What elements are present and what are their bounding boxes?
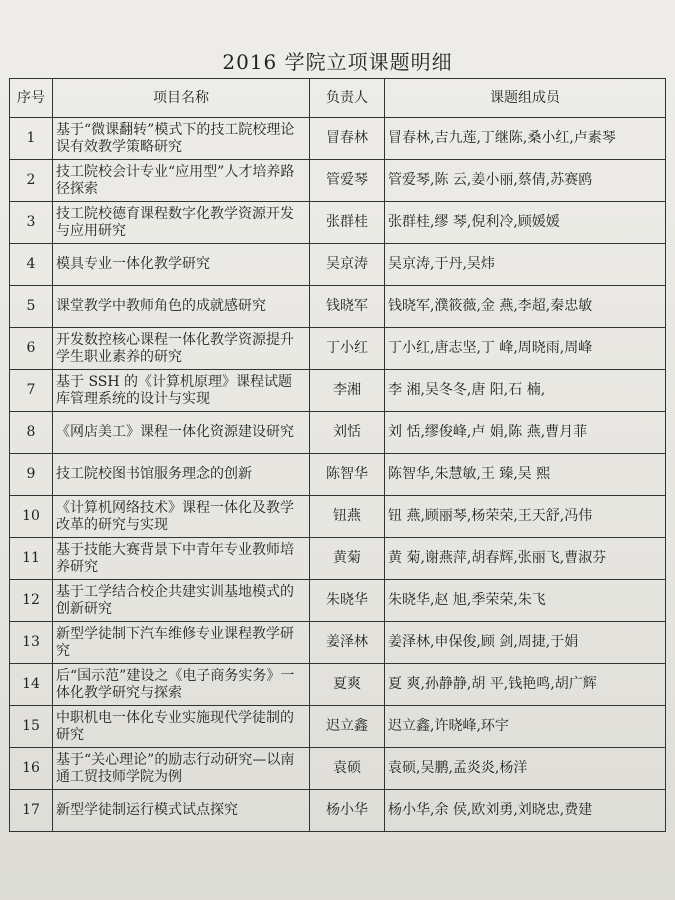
members-cell: 朱晓华,赵 旭,季荣荣,朱飞 (385, 580, 666, 622)
row-number: 15 (10, 706, 53, 748)
leader-cell: 迟立鑫 (310, 706, 385, 748)
project-name-cell: 基于“关心理论”的励志行动研究—以南通工贸技师学院为例 (53, 748, 310, 790)
table-row (10, 664, 666, 706)
project-name-cell: 新型学徒制运行模式试点探究 (53, 790, 310, 832)
table-row (10, 412, 666, 454)
project-name-cell: 《计算机网络技术》课程一体化及教学改革的研究与实现 (53, 496, 310, 538)
table-row (10, 706, 666, 748)
row-number: 16 (10, 748, 53, 790)
project-name-cell: 开发数控核心课程一体化教学资源提升学生职业素养的研究 (53, 328, 310, 370)
leader-cell: 张群桂 (310, 202, 385, 244)
members-cell: 张群桂,缪 琴,倪利冷,顾媛媛 (385, 202, 666, 244)
header-leader: 负责人 (310, 79, 385, 118)
document-title: 2016 学院立项课题明细 (222, 50, 453, 74)
members-cell: 丁小红,唐志坚,丁 峰,周晓雨,周峰 (385, 328, 666, 370)
members-cell: 迟立鑫,许晓峰,环宇 (385, 706, 666, 748)
leader-cell: 黄菊 (310, 538, 385, 580)
header-project-name: 项目名称 (53, 79, 310, 118)
project-name-cell: 后“国示范”建设之《电子商务实务》一体化教学研究与探索 (53, 664, 310, 706)
members-cell: 钱晓军,濮筱薇,金 燕,李超,秦忠敏 (385, 286, 666, 328)
row-number: 5 (10, 286, 53, 328)
table-row (10, 580, 666, 622)
row-number: 8 (10, 412, 53, 454)
leader-cell: 夏爽 (310, 664, 385, 706)
table-row (10, 496, 666, 538)
row-number: 6 (10, 328, 53, 370)
members-cell: 冒春林,吉九莲,丁继陈,桑小红,卢素琴 (385, 118, 666, 160)
members-cell: 陈智华,朱慧敏,王 臻,吴 熙 (385, 454, 666, 496)
project-name-cell: 基于工学结合校企共建实训基地模式的创新研究 (53, 580, 310, 622)
members-cell: 杨小华,余 侯,欧刘勇,刘晓忠,费建 (385, 790, 666, 832)
project-name-cell: 新型学徒制下汽车维修专业课程教学研究 (53, 622, 310, 664)
members-cell: 黄 菊,谢燕萍,胡春辉,张丽飞,曹淑芬 (385, 538, 666, 580)
row-number: 9 (10, 454, 53, 496)
project-name-cell: 中职机电一体化专业实施现代学徒制的研究 (53, 706, 310, 748)
project-name-cell: 基于技能大赛背景下中青年专业教师培养研究 (53, 538, 310, 580)
leader-cell: 吴京涛 (310, 244, 385, 286)
members-cell: 刘 恬,缪俊峰,卢 娟,陈 燕,曹月菲 (385, 412, 666, 454)
leader-cell: 刘恬 (310, 412, 385, 454)
table-row (10, 748, 666, 790)
leader-cell: 袁硕 (310, 748, 385, 790)
table-row (10, 244, 666, 286)
table-row (10, 622, 666, 664)
header-members: 课题组成员 (385, 79, 666, 118)
leader-cell: 冒春林 (310, 118, 385, 160)
leader-cell: 杨小华 (310, 790, 385, 832)
members-cell: 李 湘,吴冬冬,唐 阳,石 楠, (385, 370, 666, 412)
table-row (10, 328, 666, 370)
header-no: 序号 (10, 79, 53, 118)
leader-cell: 朱晓华 (310, 580, 385, 622)
project-name-cell: 课堂教学中教师角色的成就感研究 (53, 286, 310, 328)
row-number: 4 (10, 244, 53, 286)
members-cell: 袁硕,吴鹏,孟炎炎,杨洋 (385, 748, 666, 790)
table-row (10, 202, 666, 244)
leader-cell: 丁小红 (310, 328, 385, 370)
project-name-cell: 技工院校德育课程数字化教学资源开发与应用研究 (53, 202, 310, 244)
leader-cell: 陈智华 (310, 454, 385, 496)
table-header-row (10, 79, 666, 118)
leader-cell: 管爱琴 (310, 160, 385, 202)
table-row (10, 370, 666, 412)
row-number: 2 (10, 160, 53, 202)
row-number: 3 (10, 202, 53, 244)
table-row (10, 286, 666, 328)
row-number: 13 (10, 622, 53, 664)
project-name-cell: 技工院校图书馆服务理念的创新 (53, 454, 310, 496)
row-number: 14 (10, 664, 53, 706)
row-number: 17 (10, 790, 53, 832)
project-name-cell: 基于“微课翻转”模式下的技工院校理论误有效教学策略研究 (53, 118, 310, 160)
table-row (10, 790, 666, 832)
table-row (10, 118, 666, 160)
row-number: 12 (10, 580, 53, 622)
project-name-cell: 《网店美工》课程一体化资源建设研究 (53, 412, 310, 454)
members-cell: 姜泽林,申保俊,顾 剑,周捷,于娟 (385, 622, 666, 664)
leader-cell: 钱晓军 (310, 286, 385, 328)
table-row (10, 538, 666, 580)
members-cell: 夏 爽,孙静静,胡 平,钱艳鸣,胡广辉 (385, 664, 666, 706)
project-name-cell: 技工院校会计专业“应用型”人才培养路径探索 (53, 160, 310, 202)
table-row (10, 454, 666, 496)
project-name-cell: 模具专业一体化教学研究 (53, 244, 310, 286)
leader-cell: 姜泽林 (310, 622, 385, 664)
project-name-cell: 基于 SSH 的《计算机原理》课程试题库管理系统的设计与实现 (53, 370, 310, 412)
leader-cell: 钮燕 (310, 496, 385, 538)
leader-cell: 李湘 (310, 370, 385, 412)
row-number: 10 (10, 496, 53, 538)
table-body (10, 118, 666, 832)
members-cell: 钮 燕,顾丽琴,杨荣荣,王天舒,冯伟 (385, 496, 666, 538)
row-number: 1 (10, 118, 53, 160)
row-number: 11 (10, 538, 53, 580)
row-number: 7 (10, 370, 53, 412)
project-table (9, 78, 666, 832)
table-row (10, 160, 666, 202)
members-cell: 管爱琴,陈 云,姜小丽,蔡倩,苏赛鸥 (385, 160, 666, 202)
members-cell: 吴京涛,于丹,吴炜 (385, 244, 666, 286)
